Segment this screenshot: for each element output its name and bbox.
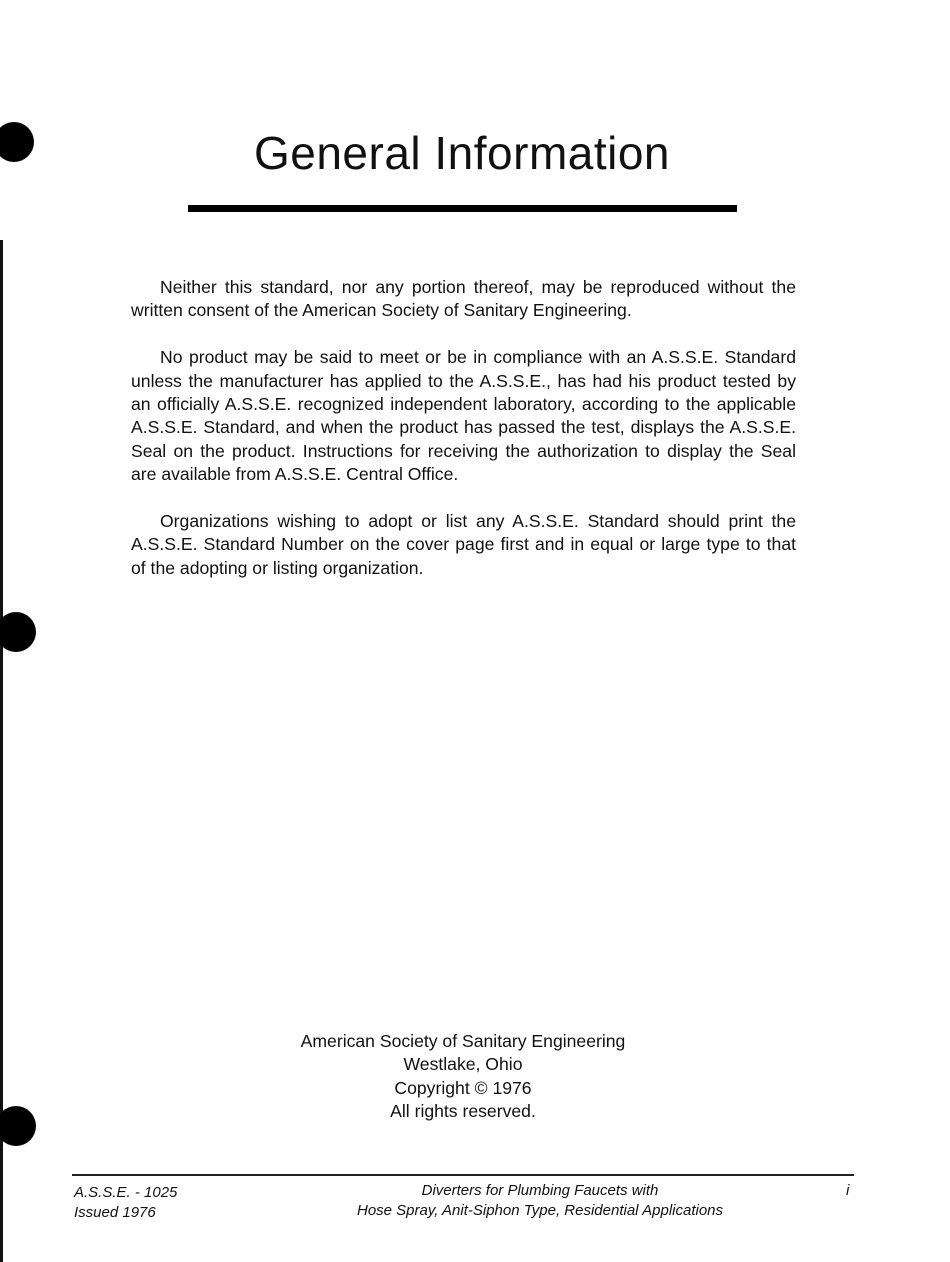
footer-standard-info	[74, 1183, 177, 1223]
binding-edge	[0, 240, 3, 1262]
footer-standard-number: A.S.S.E. - 1025	[74, 1184, 178, 1201]
body-text	[131, 276, 796, 604]
paragraph-compliance: No product may be said to meet or be in compliance with an A.S.S.E. Standard unless the manufacturer has applied to the A.S.S.E., has had his product tested by an officially A.S.S.E. recognized independent laboratory, according to the applicable A.S.S.E. Standard, and when the product has passed the test, displays the A.S.S.E. Seal on the product. Instructions for receiving the authorization to display the Seal are available from A.S.S.E. Central Office.	[131, 347, 796, 485]
footer-issued: Issued 1976	[74, 1204, 156, 1221]
copyright-notice: Copyright © 1976	[394, 1077, 532, 1098]
publisher-name: American Society of Sanitary Engineering	[300, 1031, 626, 1051]
punch-hole	[0, 1106, 36, 1146]
page-number: i	[846, 1182, 850, 1199]
footer-title-line-2: Hose Spray, Anit-Siphon Type, Residential Applications	[356, 1202, 724, 1219]
title-underline	[188, 205, 737, 212]
paragraph-adoption: Organizations wishing to adopt or list any A.S.S.E. Standard should print the A.S.S.E. Standard Number on the cover page first and in equal or large type to that of the adopting or listing organization.	[131, 511, 796, 578]
publisher-location: Westlake, Ohio	[403, 1054, 523, 1075]
punch-hole	[0, 612, 36, 652]
page-title: General Information	[253, 127, 671, 179]
paragraph-reproduction: Neither this standard, nor any portion thereof, may be reproduced without the written consent of the American Society of Sanitary Engineering.	[131, 277, 796, 321]
footer-title-line-1: Diverters for Plumbing Faucets with	[421, 1182, 659, 1199]
rights-notice: All rights reserved.	[390, 1101, 536, 1122]
publisher-block	[230, 1030, 696, 1124]
footer-document-title	[300, 1181, 780, 1221]
footer-divider	[72, 1174, 854, 1176]
